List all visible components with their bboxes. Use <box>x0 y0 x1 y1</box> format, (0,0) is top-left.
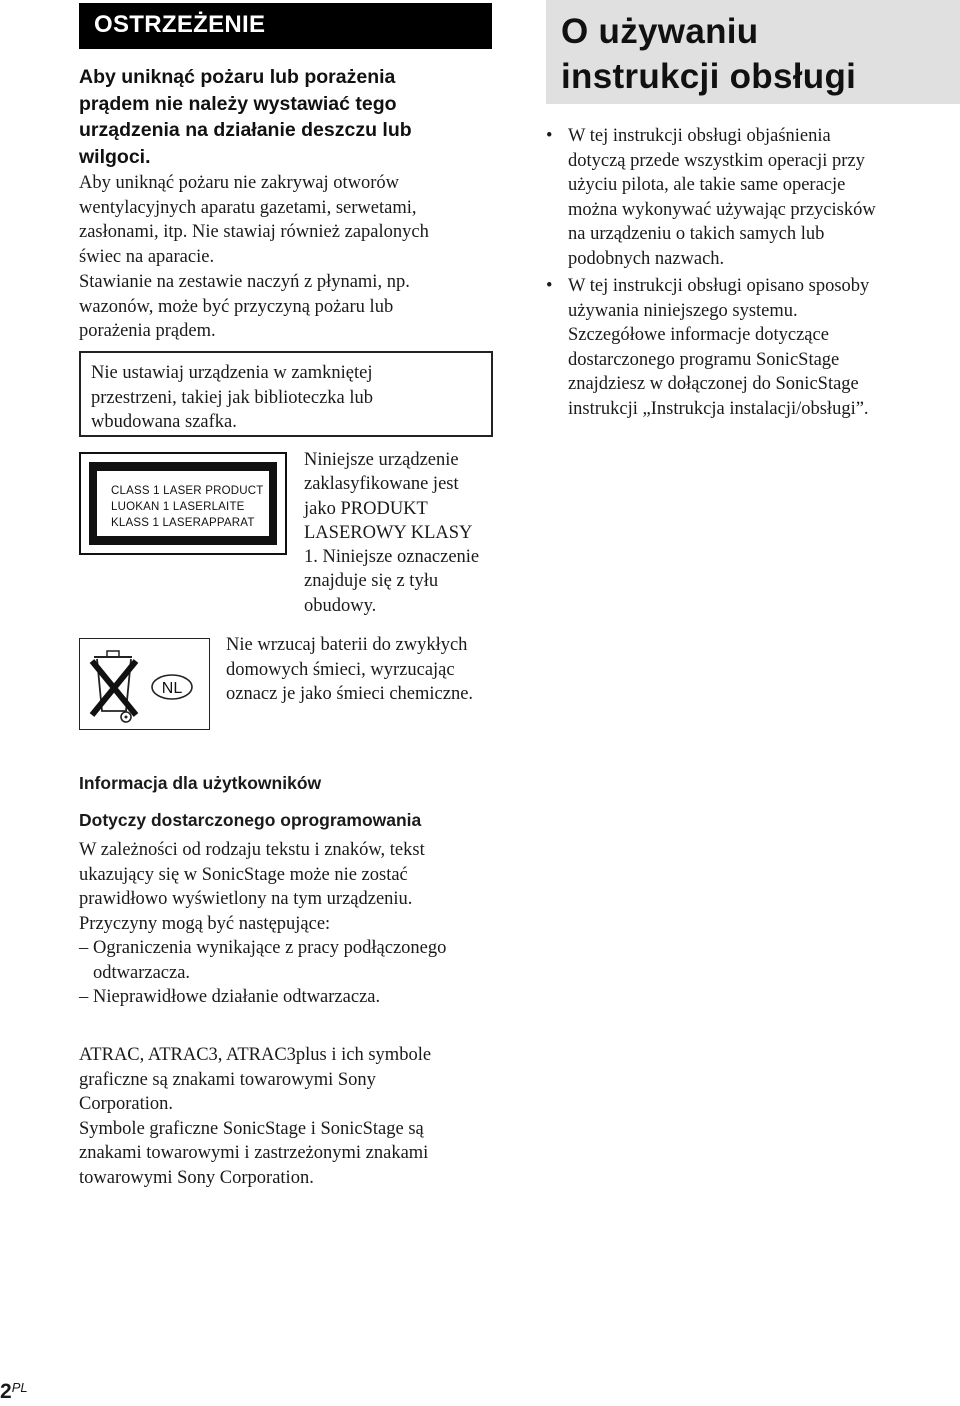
text-line: znajduje się z tyłu <box>304 571 439 592</box>
page-language-code: PL <box>11 1380 28 1395</box>
text-line: W zależności od rodzaju tekstu i znaków, tekst <box>79 840 425 860</box>
software-info-body <box>79 838 499 1010</box>
dash-marker: – <box>79 938 89 958</box>
laser-label-line: LUOKAN 1 LASERLAITE <box>111 501 245 513</box>
laser-classification-note <box>304 448 504 618</box>
text-line: W tej instrukcji obsługi opisano sposoby <box>568 276 870 296</box>
text-line: prądem nie należy wystawiać tego <box>79 92 397 115</box>
software-subheading: Dotyczy dostarczonego oprogramowania <box>79 810 422 830</box>
text-line: domowych śmieci, wyrzucając <box>226 659 455 680</box>
bullet-marker: • <box>546 276 553 296</box>
laser-label-panel <box>97 471 269 536</box>
laser-label-line: KLASS 1 LASERAPPARAT <box>111 517 255 529</box>
text-line: oznacz je jako śmieci chemiczne. <box>226 684 474 704</box>
text-line: świec na aparacie. <box>79 246 215 267</box>
text-line: LASEROWY KLASY <box>304 522 473 543</box>
text-line: Nieprawidłowe działanie odtwarzacza. <box>93 987 381 1007</box>
text-line: jako PRODUKT <box>304 498 428 519</box>
text-line: Nie wrzucaj baterii do zwykłych <box>226 635 468 655</box>
dash-marker: – <box>79 987 89 1007</box>
text-line: wbudowana szafka. <box>91 412 237 432</box>
laser-label-line: CLASS 1 LASER PRODUCT <box>111 485 264 497</box>
title-line: O używaniu <box>561 12 759 51</box>
page-number <box>0 1380 28 1404</box>
text-line: 1. Niniejsze oznaczenie <box>304 547 480 568</box>
text-line: na urządzeniu o takich samych lub <box>568 224 825 244</box>
text-line: przestrzeni, takiej jak biblioteczka lub <box>91 387 374 408</box>
text-line: użyciu pilota, ale takie same operacje <box>568 175 846 195</box>
dash-list-item <box>79 985 499 1010</box>
trademark-notice <box>79 1043 509 1190</box>
warning-paragraph-ventilation <box>79 171 499 269</box>
text-line: zaklasyfikowane jest <box>304 474 459 495</box>
battery-disposal-note <box>226 633 526 707</box>
text-line: wazonów, może być przyczyną pożaru lub <box>79 296 394 317</box>
text-line: towarowymi Sony Corporation. <box>79 1167 314 1188</box>
text-line: Ograniczenia wynikające z pracy podłączonego <box>93 938 447 958</box>
text-line: urządzenia na działanie deszczu lub <box>79 119 412 141</box>
text-line: Corporation. <box>79 1094 174 1114</box>
text-line: Stawianie na zestawie naczyń z płynami, np. <box>79 272 410 292</box>
laser-label-frame <box>89 462 277 545</box>
text-line: wentylacyjnych aparatu gazetami, serwetami, <box>79 197 417 218</box>
text-line: dotyczą przede wszystkim operacji przy <box>568 150 865 171</box>
enclosure-warning-text <box>91 361 491 435</box>
text-line: Aby uniknąć pożaru nie zakrywaj otworów <box>79 173 400 193</box>
warning-bold-statement <box>79 64 499 170</box>
text-line: W tej instrukcji obsługi objaśnienia <box>568 126 831 146</box>
text-line: Symbole graficzne SonicStage i SonicStage są <box>79 1118 424 1139</box>
crossed-out-bin-icon <box>80 639 208 728</box>
text-line: ATRAC, ATRAC3, ATRAC3plus i ich symbole <box>79 1045 432 1065</box>
nl-mark: NL <box>161 680 183 697</box>
battery-disposal-symbol <box>79 638 210 730</box>
warning-paragraph-liquids <box>79 270 499 344</box>
about-bullet-list <box>546 124 960 424</box>
text-line: wilgoci. <box>79 145 151 168</box>
text-line: dostarczonego programu SonicStage <box>568 349 840 370</box>
enclosure-warning-box <box>79 351 493 437</box>
about-title <box>561 9 856 99</box>
text-line: Nie ustawiaj urządzenia w zamkniętej <box>91 363 373 383</box>
text-line: Szczegółowe informacje dotyczące <box>568 325 829 345</box>
text-line: graficzne są znakami towarowymi Sony <box>79 1069 376 1090</box>
text-line: Niniejsze urządzenie <box>304 450 459 470</box>
text-line: instrukcji „Instrukcja instalacji/obsługi”. <box>568 398 869 419</box>
text-line: zasłonami, itp. Nie stawiaj również zapalonych <box>79 222 429 242</box>
dash-list-item <box>79 936 499 985</box>
user-info-heading: Informacja dla użytkowników <box>79 773 322 793</box>
bullet-marker: • <box>546 126 553 146</box>
text-line: odtwarzacza. <box>93 962 191 983</box>
text-line: znajdziesz w dołączonej do SonicStage <box>568 374 859 394</box>
page-number-digit: 2 <box>0 1380 12 1403</box>
text-line: prawidłowo wyświetlony na tym urządzeniu. <box>79 889 413 909</box>
text-line: ukazujący się w SonicStage może nie zostać <box>79 864 408 885</box>
text-line: podobnych nazwach. <box>568 248 725 269</box>
list-item <box>546 274 960 421</box>
text-line: obudowy. <box>304 595 377 616</box>
text-line: porażenia prądem. <box>79 321 216 341</box>
text-line: Aby uniknąć pożaru lub porażenia <box>79 66 396 88</box>
warning-title: OSTRZEŻENIE <box>94 11 266 38</box>
list-item <box>546 124 960 271</box>
text-line: Przyczyny mogą być następujące: <box>79 913 331 934</box>
laser-class-label <box>79 452 287 555</box>
text-line: można wykonywać używając przycisków <box>568 199 876 220</box>
text-line: używania niniejszego systemu. <box>568 300 798 321</box>
title-line: instrukcji obsługi <box>561 57 857 96</box>
text-line: znakami towarowymi i zastrzeżonymi znakami <box>79 1143 429 1163</box>
